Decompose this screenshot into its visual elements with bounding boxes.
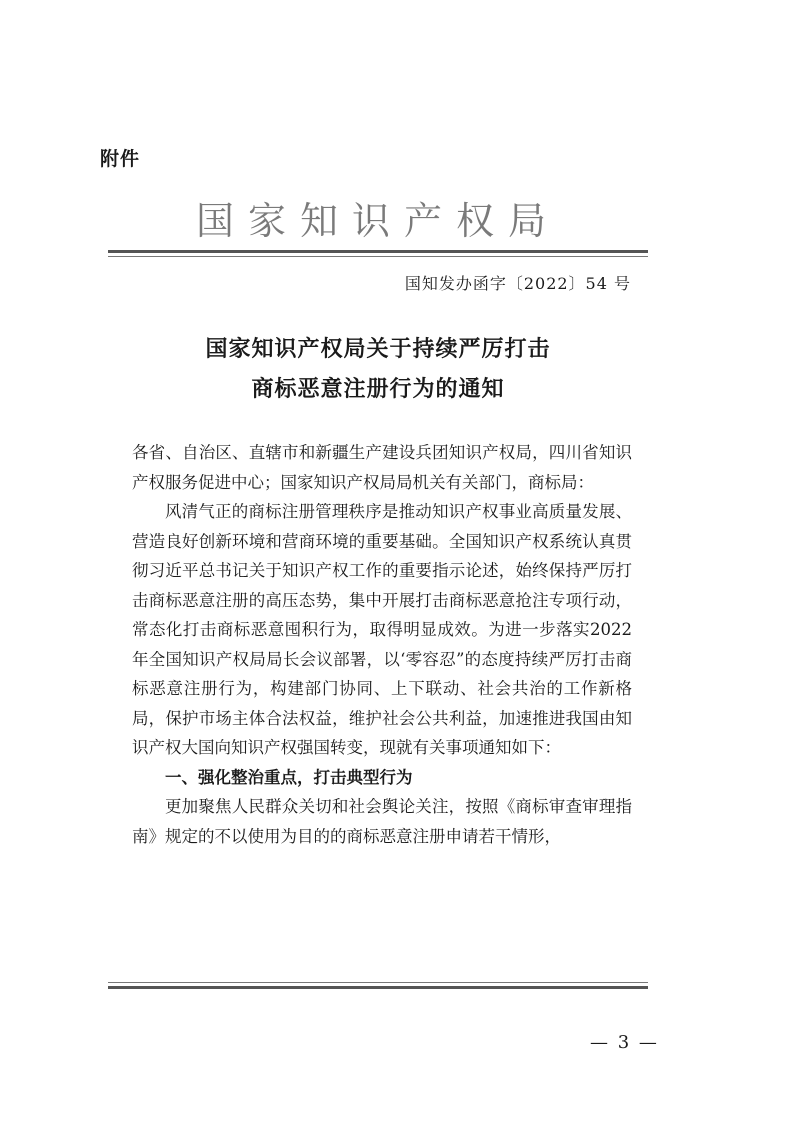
document-number: 国知发办函字〔2022〕54 号 [404,274,631,293]
document-title [108,330,648,410]
section-heading-1: 一、强化整治重点，打击典型行为 [165,767,413,787]
document-title-line-1: 国家知识产权局关于持续严厉打击 [205,337,551,362]
page-number: — 3 — [590,1032,659,1053]
document-body [132,438,632,851]
attachment-label: 附件 [100,148,141,170]
issuing-authority-header: 国家知识产权局 [195,199,560,243]
footer-rule-thin [108,982,648,983]
footer-rule-thick [108,986,648,989]
header-rule-thin [108,256,648,257]
addressee-paragraph: 各省、自治区、直辖市和新疆生产建设兵团知识产权局，四川省知识产权服务促进中心；国家知识产权局局机关有关部门，商标局： [132,443,632,492]
header-rule-thick [108,250,648,253]
document-title-line-2: 商标恶意注册行为的通知 [251,377,505,402]
body-paragraph-1: 风清气正的商标注册管理秩序是推动知识产权事业高质量发展、营造良好创新环境和营商环境的重要基础。全国知识产权系统认真贯彻习近平总书记关于知识产权工作的重要指示论述，始终保持严厉打击商标恶意注册的高压态势，集中开展打击商标恶意抢注专项行动，常态化打击商标恶意囤积行为，取得明显成效。为进一步落实2022 年全国知识产权局局长会议部署，以‘零容忍”的态度持续严厉打击商标恶意注册行为，构建部门协同、上下联动、社会共治的工作新格局，保护市场主体合法权益，维护社会公共利益，加速推进我国由知识产权大国向知识产权强国转变，现就有关事项通知如下： [132,502,632,757]
body-paragraph-2: 更加聚焦人民群众关切和社会舆论关注，按照《商标审查审理指南》规定的不以使用为目的的商标恶意注册申请若干情形， [132,797,632,846]
